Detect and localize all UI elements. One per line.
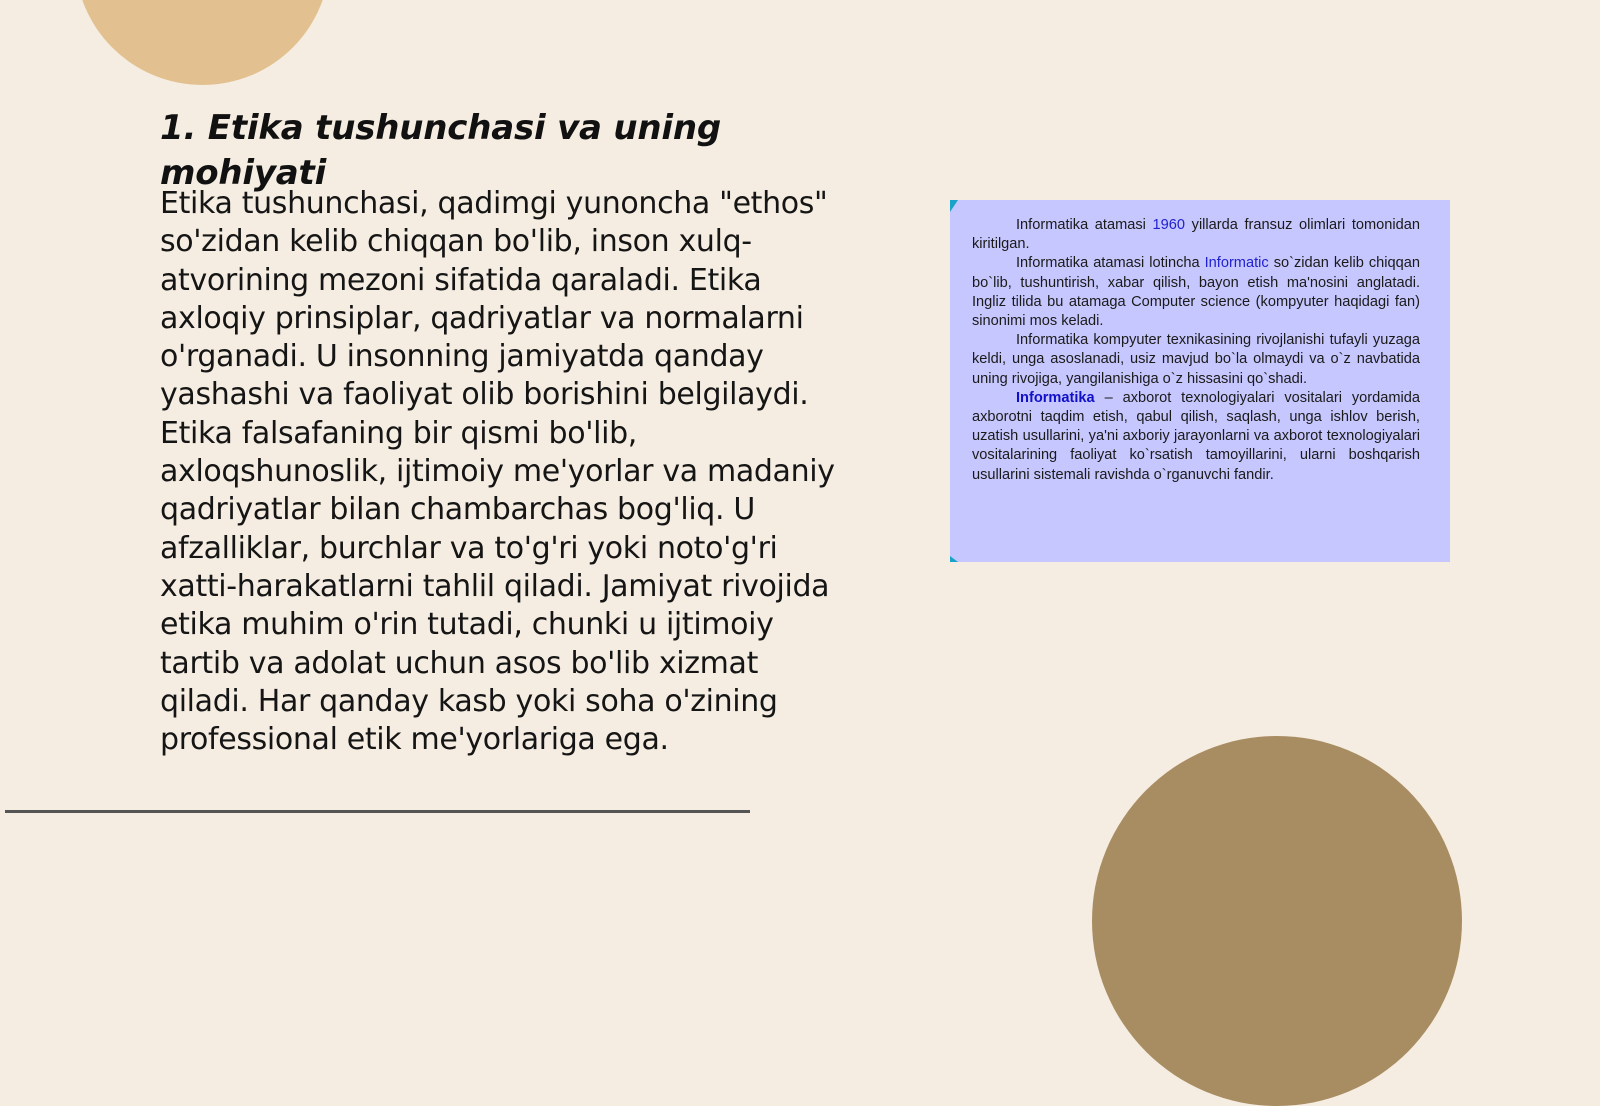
info-p1-text-a: Informatika atamasi bbox=[1016, 217, 1153, 233]
info-p2-text-b: so`zidan kelib chiqqan bo`lib, tushuntirish, xabar qilish, bayon etish ma'nosini anglatadi. Ingliz tilida bu atamaga Computer science (kompyuter haqidagi fan) sinonimi mos keladi. bbox=[972, 255, 1420, 330]
info-p4-text: – axborot texnologiyalari vositalari yordamida axborotni taqdim etish, qabul qilish, saqlash, unga ishlov berish, uzatish usullarini, ya'ni axboriy jarayonlarni va axborot texnologiyalari vositalarining faoliyat ko`rsatish tamoyillarini, ularni boshqarish usullarini sistemali ravishda o`rganuvchi fandir. bbox=[972, 389, 1420, 483]
divider-line bbox=[5, 810, 750, 813]
info-paragraph-4 bbox=[972, 389, 1420, 485]
info-p1-year: 1960 bbox=[1152, 217, 1186, 233]
info-p2-text-a: Informatika atamasi lotincha bbox=[1016, 255, 1205, 272]
info-paragraph-2 bbox=[972, 254, 1420, 331]
info-p1-text-b: yillarda fransuz olimlari tomonidan kiritilgan. bbox=[972, 217, 1420, 253]
decorative-circle-top bbox=[75, 0, 330, 85]
corner-mark-top bbox=[950, 200, 958, 212]
info-paragraph-1 bbox=[972, 216, 1420, 254]
decorative-circle-bottom bbox=[1092, 736, 1462, 1106]
info-paragraph-3: Informatika kompyuter texnikasining rivojlanishi tufayli yuzaga keldi, unga asoslanadi, usiz mavjud bo`la olmaydi va o`z navbatida uning rivojiga, yangilanishiga o`z hissasini qo`shadi. bbox=[972, 332, 1420, 387]
info-p2-word: Informatic bbox=[1204, 255, 1269, 272]
informatika-info-image bbox=[950, 200, 1450, 562]
info-p4-term: Informatika bbox=[1016, 389, 1095, 406]
corner-mark-bottom bbox=[950, 556, 958, 562]
slide-title: 1. Etika tushunchasi va uning mohiyati bbox=[160, 108, 722, 193]
slide-body-text: Etika tushunchasi, qadimgi yunoncha "ethos" so'zidan kelib chiqqan bo'lib, inson xulq-atvorining mezoni sifatida qaraladi. Etika axloqiy prinsiplar, qadriyatlar va normalarni o'rganadi. U insonning jamiyatda qanday yashashi va faoliyat olib borishini belgilaydi. Etika falsafaning bir qismi bo'lib, axloqshunoslik, ijtimoiy me'yorlar va madaniy qadriyatlar bilan chambarchas bog'liq. U afzalliklar, burchlar va to'g'ri yoki noto'g'ri xatti-harakatlarni tahlil qiladi. Jamiyat rivojida etika muhim o'rin tutadi, chunki u ijtimoiy tartib va adolat uchun asos bo'lib xizmat qiladi. Har qanday kasb yoki soha o'zining professional etik me'yorlariga ega. bbox=[160, 186, 835, 758]
